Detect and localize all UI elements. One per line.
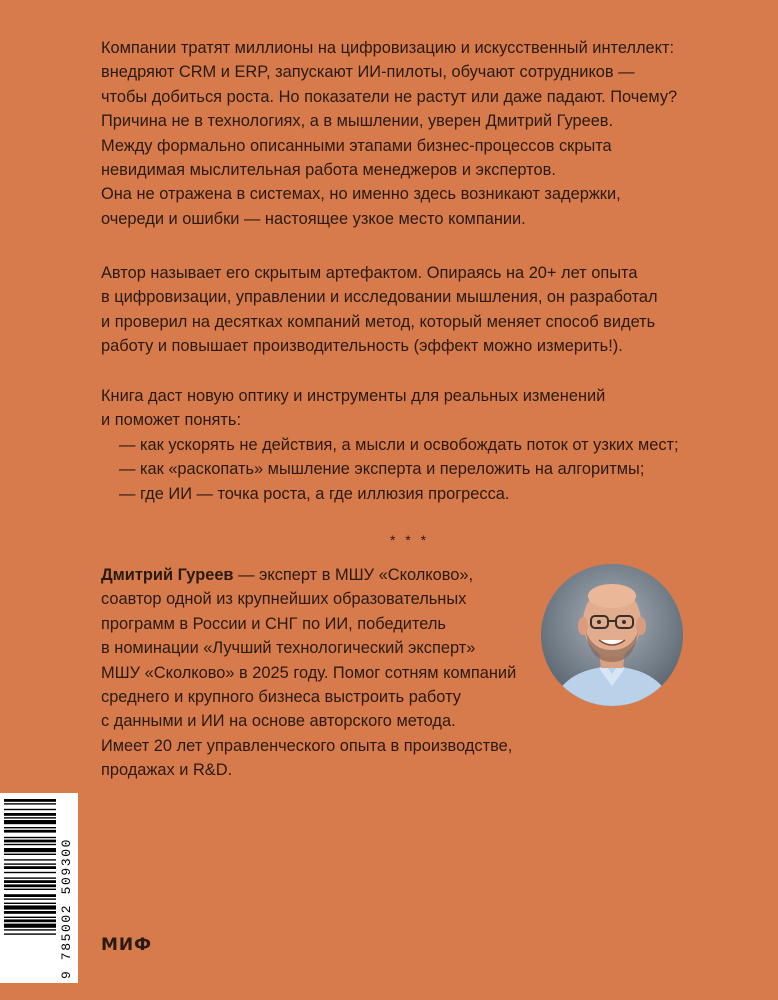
publisher-logo: МИФ	[101, 935, 153, 955]
barcode-bar	[4, 905, 56, 909]
barcode-bar	[4, 859, 56, 860]
barcode-bar	[4, 820, 56, 824]
intro-line: Она не отражена в системах, но именно здесь возникают задержки,	[101, 185, 621, 204]
barcode-bar	[4, 854, 56, 855]
barcode-bar	[4, 866, 56, 869]
intro-line: очереди и ошибки — настоящее узкое место компании.	[101, 209, 526, 228]
barcode-bar	[4, 872, 56, 873]
benefits-line: и поможет понять:	[101, 411, 242, 430]
author-portrait-icon	[541, 564, 683, 706]
barcode-bar	[4, 830, 56, 833]
isbn-barcode	[0, 793, 78, 983]
barcode-bar	[4, 837, 56, 838]
barcode-bar	[4, 919, 56, 922]
section-separator: * * *	[390, 532, 430, 548]
barcode-bar	[4, 840, 56, 843]
author-line: продажах и R&D.	[101, 761, 233, 780]
benefit-bullet: — как ускорять не действия, а мысли и освобождать поток от узких мест;	[119, 435, 679, 454]
intro-line: внедряют CRM и ERP, запускают ИИ-пилоты, обучают сотрудников —	[101, 63, 635, 82]
intro-line: Компании тратят миллионы на цифровизацию и искусственный интеллект:	[101, 39, 675, 57]
intro-line: Между формально описанными этапами бизнес-процессов скрыта	[101, 136, 612, 155]
author-line: среднего и крупного бизнеса выстроить работу	[101, 688, 461, 707]
barcode-bar	[4, 848, 56, 852]
barcode-bar	[4, 889, 56, 890]
intro-line: невидимая мыслительная работа менеджеров и экспертов.	[101, 161, 556, 180]
author-line: соавтор одной из крупнейших образовательных	[101, 590, 467, 609]
barcode-bar	[4, 813, 56, 816]
barcode-bar	[4, 933, 56, 934]
intro-paragraph	[101, 36, 701, 231]
author-name: Дмитрий Гуреев	[101, 566, 234, 584]
barcode-bar	[4, 799, 56, 802]
barcode-bar	[4, 917, 56, 918]
barcode-bar	[4, 929, 56, 930]
barcode-bar	[4, 903, 56, 904]
author-line: в номинации «Лучший технологический эксперт»	[101, 639, 476, 658]
author-line: МШУ «Сколково» в 2025 году. Помог сотням компаний	[101, 663, 517, 682]
benefits-paragraph	[101, 384, 701, 506]
author-photo	[541, 564, 683, 706]
barcode-bar	[4, 803, 56, 804]
barcode-bar	[4, 880, 56, 883]
author-line: с данными и ИИ на основе авторского метода.	[101, 712, 456, 731]
barcode-bar	[4, 809, 56, 810]
method-line: Автор называет его скрытым артефактом. Опираясь на 20+ лет опыта	[101, 264, 638, 282]
barcode-bar	[4, 911, 56, 914]
author-line: Имеет 20 лет управленческого опыта в производстве,	[101, 736, 513, 755]
author-line: программ в России и СНГ по ИИ, победитель	[101, 614, 446, 633]
barcode-bar	[4, 894, 56, 897]
method-line: работу и повышает производительность (эффект можно измерить!).	[101, 337, 623, 356]
benefits-line: Книга даст новую оптику и инструменты для реальных изменений	[101, 387, 606, 405]
benefit-bullet: — как «раскопать» мышление эксперта и переложить на алгоритмы;	[119, 460, 645, 479]
barcode-bar	[4, 817, 56, 818]
intro-line: Причина не в технологиях, а в мышлении, уверен Дмитрий Гуреев.	[101, 112, 614, 131]
method-line: в цифровизации, управлении и исследовании мышления, он разработал	[101, 288, 658, 307]
barcode-bar	[4, 827, 56, 828]
method-paragraph	[101, 261, 701, 359]
barcode-bar	[4, 877, 56, 878]
barcode-bar	[4, 863, 56, 864]
barcode-bar	[4, 844, 56, 845]
barcode-bar	[4, 924, 56, 928]
barcode-bar	[4, 884, 56, 887]
author-bio	[101, 563, 541, 783]
author-first-line	[101, 563, 541, 587]
author-first-line-rest: — эксперт в МШУ «Сколково»,	[233, 566, 474, 584]
barcode-bar	[4, 898, 56, 899]
isbn-digits: 9 785002 509300	[59, 837, 74, 979]
intro-line: чтобы добиться роста. Но показатели не растут или даже падают. Почему?	[101, 87, 678, 106]
method-line: и проверил на десятках компаний метод, который меняет способ видеть	[101, 312, 656, 331]
benefit-bullet: — где ИИ — точка роста, а где иллюзия прогресса.	[119, 484, 510, 503]
